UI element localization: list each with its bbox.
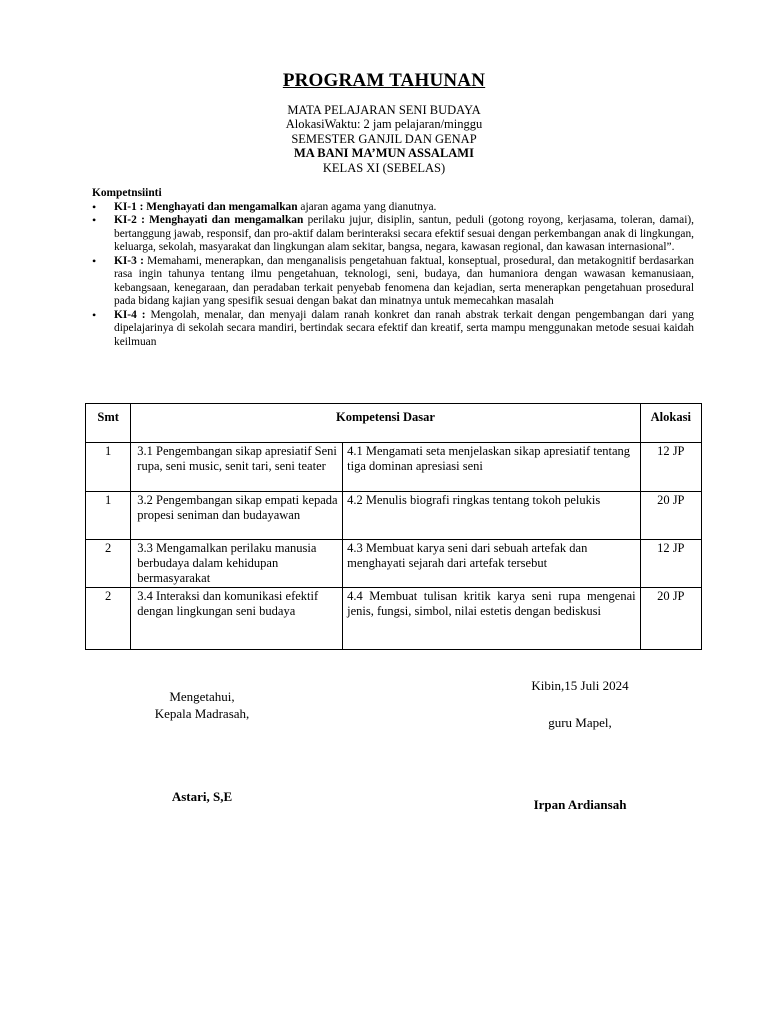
ki-item xyxy=(92,255,694,309)
ki-text: Memahami, menerapkan, dan menganalisis pengetahuan faktual, konseptual, prosedural, dan metakognitif berdasarkan rasa ingin tahunya tentang ilmu pengetahuan, teknologi, seni, budaya, dan humaniora dengan wawasan kemanusiaan, kebangsaan, kenegaraan, dan peradaban terkait penyebab fenomena dan kejadian, serta menerapkan pengetahuan prosedural pada bidang kajian yang spesifik sesuai dengan bakat dan minatnya untuk memecahkan masalah xyxy=(114,254,694,307)
place-date: Kibin,15 Juli 2024 xyxy=(531,678,629,693)
cell-alokasi: 12 JP xyxy=(640,443,701,492)
teacher-title: guru Mapel, xyxy=(548,715,612,730)
table-row xyxy=(86,492,702,540)
cell-smt: 2 xyxy=(86,540,131,588)
header-alokasi: Alokasi xyxy=(640,404,701,443)
school-name: MA BANI MA’MUN ASSALAMI xyxy=(294,146,474,161)
ki-item xyxy=(92,201,694,215)
cell-kd4: 4.2 Menulis biografi ringkas tentang tokoh pelukis xyxy=(343,492,640,540)
ki-code: KI-3 : xyxy=(114,254,144,267)
ki-text: ajaran agama yang dianutnya. xyxy=(297,200,437,213)
ki-code: KI-4 : xyxy=(114,308,146,321)
class-line: KELAS XI (SEBELAS) xyxy=(322,160,446,175)
time-allocation-line: AlokasiWaktu: 2 jam pelajaran/minggu xyxy=(285,117,483,132)
ki-bold-text: Menghayati dan mengamalkan xyxy=(146,200,298,213)
table-row xyxy=(86,443,702,492)
cell-kd4: 4.3 Membuat karya seni dari sebuah artefak dan menghayati sejarah dari artefak tersebut xyxy=(343,540,640,588)
cell-kd3: 3.3 Mengamalkan perilaku manusia berbudaya dalam kehidupan bermasyarakat xyxy=(131,540,343,588)
signature-left-block xyxy=(132,688,272,722)
ki-code: KI-1 : xyxy=(114,200,144,213)
cell-kd3: 3.4 Interaksi dan komunikasi efektif dengan lingkungan seni budaya xyxy=(131,588,343,650)
ki-text: Mengolah, menalar, dan menyaji dalam ranah konkret dan ranah abstrak terkait dengan pengembangan dari yang dipelajarinya di sekolah secara mandiri, bertindak secara efektif dan kreatif, serta mampu menggunakan metode sesuai kaidah keilmuan xyxy=(114,308,694,348)
kompetensi-inti-heading: Kompetnsiinti xyxy=(92,187,162,199)
kompetensi-inti-section xyxy=(92,187,694,349)
cell-smt: 1 xyxy=(86,443,131,492)
ki-text: perilaku jujur, disiplin, santun, peduli (gotong royong, kerjasama, toleran, damai), bertanggung jawab, responsif, dan pro-aktif dalam berinteraksi secara efektif sesuai dengan perkembangan anak di lingkungan, keluarga, sekolah, masyarakat dan lingkungan alam sekitar, bangsa, negara, kawasan regional, dan kawasan internasional”. xyxy=(114,214,694,253)
kompetensi-inti-list xyxy=(92,201,694,350)
kompetensi-dasar-table xyxy=(85,403,702,650)
cell-smt: 2 xyxy=(86,588,131,650)
table-row xyxy=(86,540,702,588)
header-kompetensi-dasar: Kompetensi Dasar xyxy=(131,404,640,443)
ki-bold-text: Menghayati dan mengamalkan xyxy=(149,214,304,226)
principal-name: Astari, S,E xyxy=(171,789,233,804)
cell-alokasi: 20 JP xyxy=(640,492,701,540)
cell-kd3: 3.2 Pengembangan sikap empati kepada propesi seniman dan budayawan xyxy=(131,492,343,540)
cell-kd4: 4.4 Membuat tulisan kritik karya seni rupa mengenai jenis, fungsi, simbol, nilai estetis dengan bediskusi xyxy=(343,588,640,650)
cell-kd4: 4.1 Mengamati seta menjelaskan sikap apresiatif tentang tiga dominan apresiasi seni xyxy=(343,443,640,492)
ki-code: KI-2 : xyxy=(114,214,145,226)
acknowledged-label: Mengetahui, xyxy=(169,689,235,704)
semester-line: SEMESTER GANJIL DAN GENAP xyxy=(291,131,477,146)
header-smt: Smt xyxy=(86,404,131,443)
ki-item xyxy=(92,309,694,350)
document-title: PROGRAM TAHUNAN xyxy=(282,70,486,91)
cell-alokasi: 12 JP xyxy=(640,540,701,588)
principal-title: Kepala Madrasah, xyxy=(154,706,250,721)
document-subheader xyxy=(0,103,768,175)
cell-smt: 1 xyxy=(86,492,131,540)
table-row xyxy=(86,588,702,650)
teacher-name: Irpan Ardiansah xyxy=(533,797,627,812)
table-header-row xyxy=(86,404,702,443)
subject-line: MATA PELAJARAN SENI BUDAYA xyxy=(287,103,481,117)
ki-item xyxy=(92,214,694,255)
cell-alokasi: 20 JP xyxy=(640,588,701,650)
cell-kd3: 3.1 Pengembangan sikap apresiatif Seni rupa, seni music, senit tari, seni teater xyxy=(131,443,343,492)
